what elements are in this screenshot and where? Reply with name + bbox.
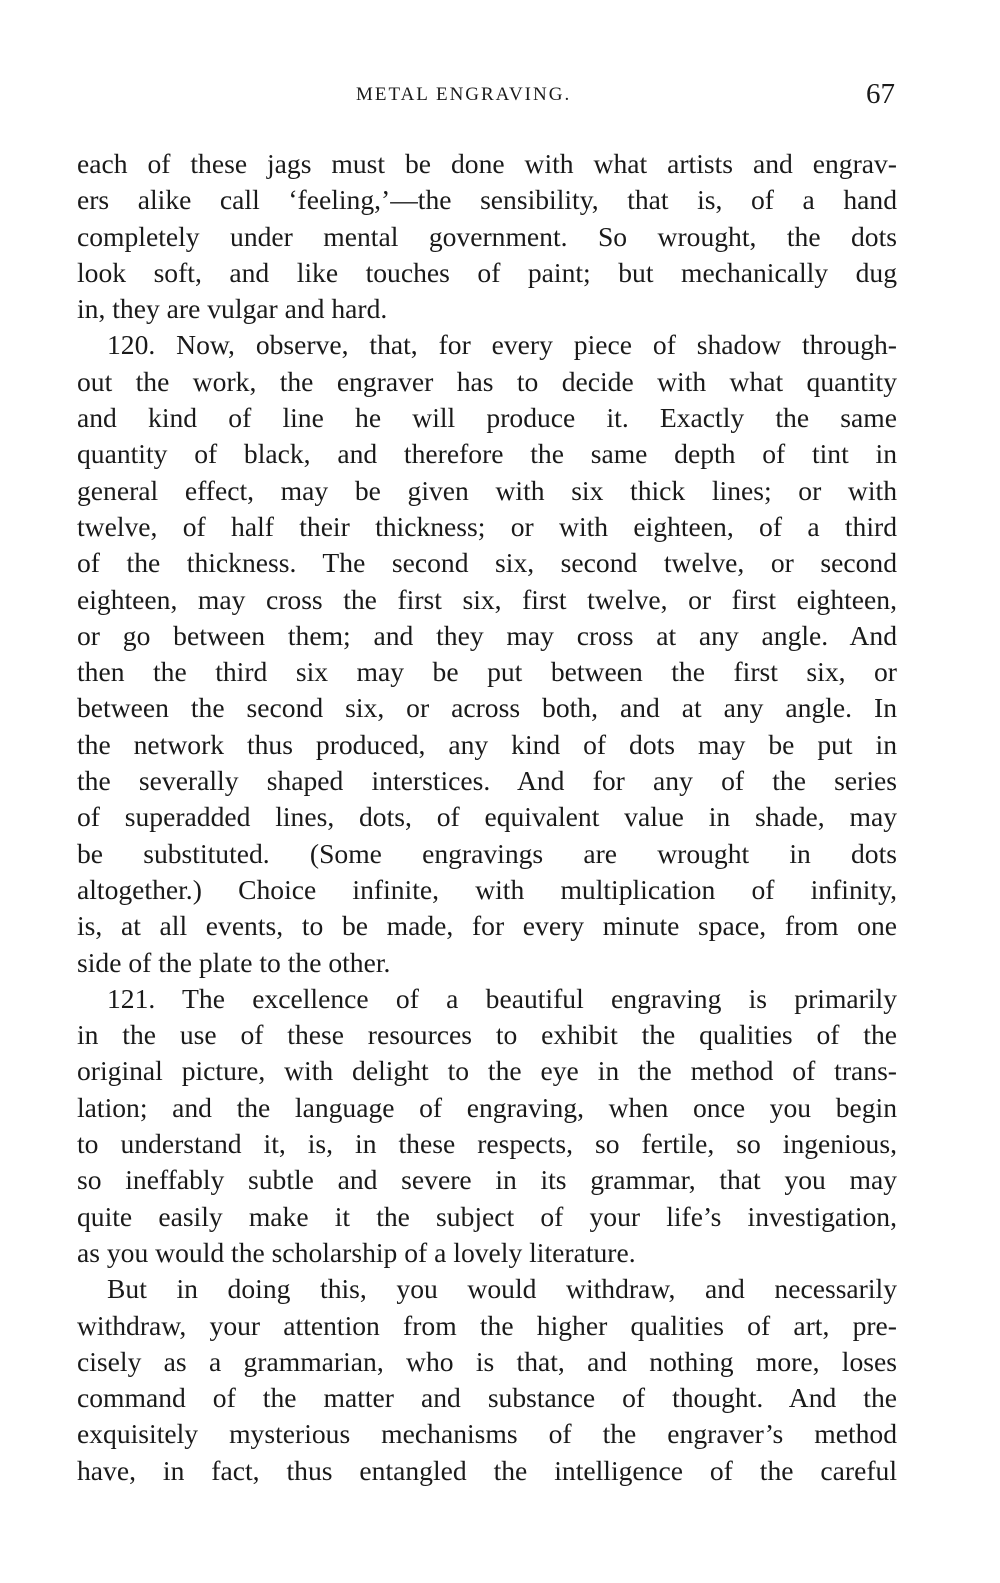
text-line: withdraw, your attention from the higher qualities of art, pre- [77, 1309, 897, 1341]
text-line: exquisitely mysterious mechanisms of the engraver’s method [77, 1418, 897, 1450]
text-line: look soft, and like touches of paint; but mechanically dug [77, 256, 897, 288]
text-line: to understand it, is, in these respects, so fertile, so ingenious, [77, 1128, 897, 1160]
text-line: in the use of these resources to exhibit the qualities of the [77, 1019, 897, 1051]
paragraph-121-start: 121. The excellence of a beautiful engraving is primarily [107, 982, 897, 1014]
text-line: side of the plate to the other. [77, 946, 391, 978]
text-line: eighteen, may cross the first six, first twelve, or first eighteen, [77, 583, 897, 615]
text-line: the network thus produced, any kind of dots may be put in [77, 728, 897, 760]
body-text [77, 146, 897, 1489]
text-line: be substituted. (Some engravings are wrought in dots [77, 837, 897, 869]
text-line: original picture, with delight to the eye in the method of trans- [77, 1055, 897, 1087]
text-line: the severally shaped interstices. And for any of the series [77, 765, 897, 797]
running-title: METAL ENGRAVING. [356, 84, 572, 105]
text-line: out the work, the engraver has to decide with what quantity [77, 365, 897, 397]
text-line: in, they are vulgar and hard. [77, 293, 388, 325]
text-line: completely under mental government. So wrought, the dots [77, 220, 897, 252]
text-line: have, in fact, thus entangled the intelligence of the careful [77, 1454, 897, 1486]
text-line: then the third six may be put between the first six, or [77, 656, 897, 688]
text-line: general effect, may be given with six thick lines; or with [77, 474, 897, 506]
text-line: so ineffably subtle and severe in its grammar, that you may [77, 1164, 897, 1196]
running-head [0, 78, 1000, 108]
text-line: and kind of line he will produce it. Exactly the same [77, 402, 897, 434]
paragraph-start: But in doing this, you would withdraw, and necessarily [107, 1273, 897, 1305]
paragraph-120-start: 120. Now, observe, that, for every piece of shadow through- [107, 329, 897, 361]
text-line: as you would the scholarship of a lovely literature. [77, 1236, 636, 1268]
text-line: ers alike call ‘feeling,’—the sensibility, that is, of a hand [77, 184, 897, 216]
text-line: of superadded lines, dots, of equivalent value in shade, may [77, 801, 897, 833]
text-line: cisely as a grammarian, who is that, and nothing more, loses [77, 1345, 897, 1377]
text-line: lation; and the language of engraving, when once you begin [77, 1091, 897, 1123]
text-line: each of these jags must be done with what artists and engrav- [77, 148, 897, 179]
text-line: quite easily make it the subject of your life’s investigation, [77, 1200, 897, 1232]
text-line: altogether.) Choice infinite, with multiplication of infinity, [77, 873, 897, 905]
text-line: or go between them; and they may cross at any angle. And [77, 619, 897, 651]
page-number: 67 [866, 78, 895, 110]
text-line: command of the matter and substance of thought. And the [77, 1382, 897, 1414]
text-line: twelve, of half their thickness; or with eighteen, of a third [77, 510, 897, 542]
text-line: quantity of black, and therefore the same depth of tint in [77, 438, 897, 470]
text-line: between the second six, or across both, and at any angle. In [77, 692, 897, 724]
text-line: of the thickness. The second six, second twelve, or second [77, 547, 897, 579]
text-line: is, at all events, to be made, for every minute space, from one [77, 910, 897, 942]
